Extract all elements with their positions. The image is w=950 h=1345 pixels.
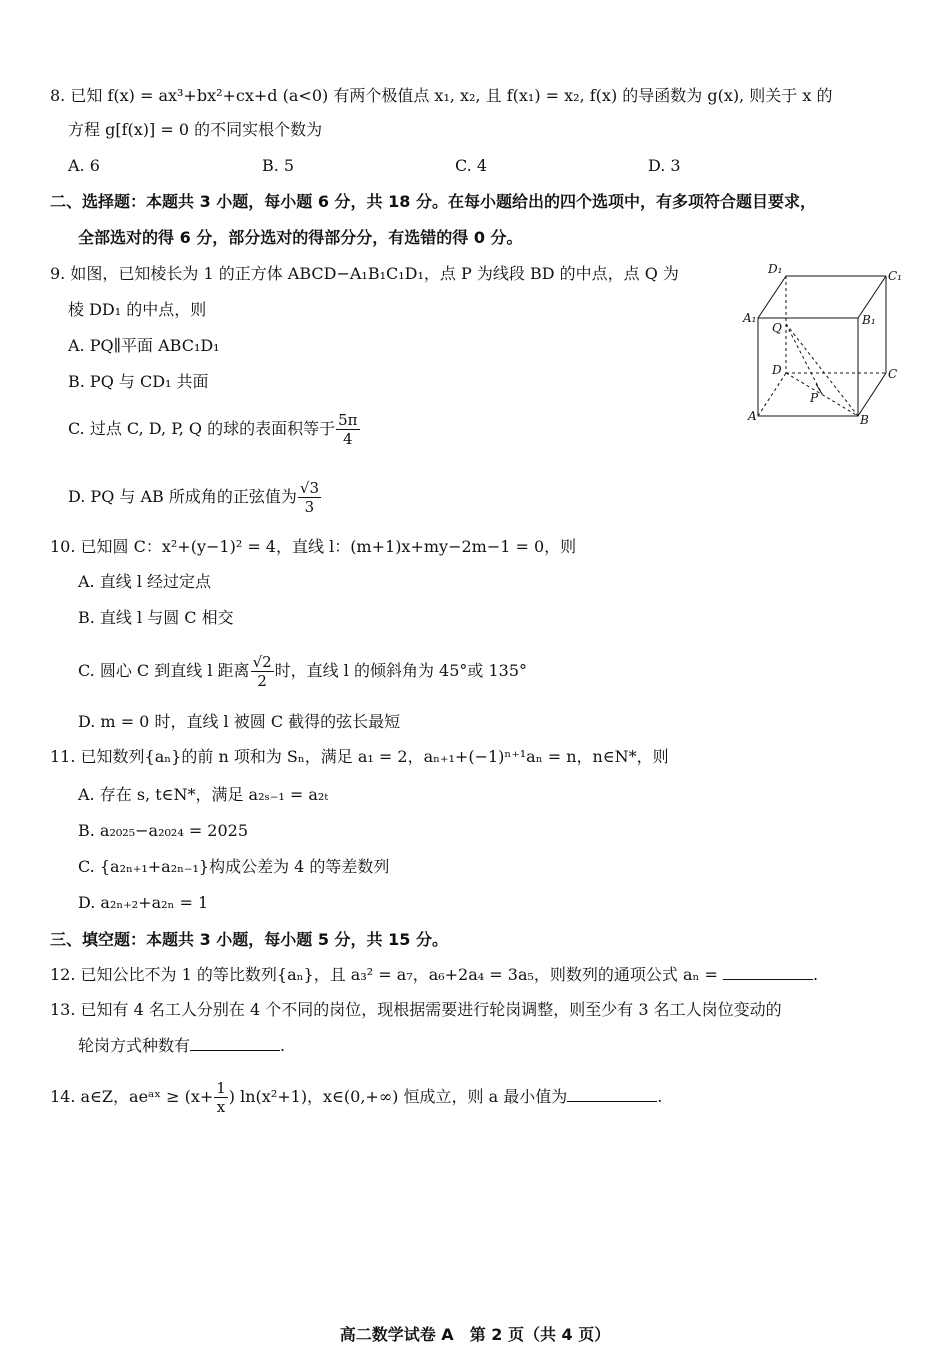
q9-line1: 9. 如图，已知棱长为 1 的正方体 ABCD−A₁B₁C₁D₁，点 P 为线段 BD 的中点，点 Q 为 — [50, 264, 679, 283]
segment-qb — [786, 324, 858, 416]
cube-edge-bc — [858, 373, 886, 416]
q14-fraction — [214, 1079, 228, 1116]
q8-option-d: D. 3 — [648, 156, 681, 175]
label-b: B — [860, 413, 869, 427]
q9-option-d-text: D. PQ 与 AB 所成角的正弦值为 — [68, 487, 297, 506]
q12-line — [50, 963, 818, 987]
q14-post: ) ln(x²+1)，x∈(0,+∞) 恒成立，则 a 最小值为 — [228, 1087, 568, 1106]
q13-line2 — [78, 1034, 285, 1058]
q8-line1: 8. 已知 f(x) = ax³+bx²+cx+d (a<0) 有两个极值点 x₁, x₂, 且 f(x₁) = x₂, f(x) 的导函数为 g(x), 则关于 x 的 — [50, 86, 833, 105]
q9-option-d — [68, 472, 322, 522]
q10-option-c-numerator: √2 — [252, 653, 272, 671]
q14-pre: 14. a∈Z，aeᵃˣ ≥ (x+ — [50, 1087, 214, 1106]
q8-option-a: A. 6 — [68, 156, 100, 175]
cube-figure — [738, 258, 908, 428]
q14-denominator: x — [216, 1098, 226, 1116]
cube-edge-a1d1 — [758, 276, 786, 318]
label-c: C — [888, 367, 898, 381]
section2-heading-line2: 全部选对的得 6 分，部分选对的得部分分，有选错的得 0 分。 — [78, 228, 523, 247]
q9-option-c-numerator: 5π — [338, 411, 358, 429]
q14-line — [50, 1072, 662, 1122]
q11-option-a: A. 存在 s, t∈N*，满足 a₂ₛ₋₁ = a₂ₜ — [78, 785, 329, 804]
q9-option-c-fraction — [336, 411, 359, 448]
q13-line1: 13. 已知有 4 名工人分别在 4 个不同的岗位，现根据需要进行轮岗调整，则至少有 3 名工人岗位变动的 — [50, 1000, 782, 1019]
q11-option-b: B. a₂₀₂₅−a₂₀₂₄ = 2025 — [78, 821, 249, 840]
q14-answer-blank[interactable] — [567, 1085, 657, 1102]
q11-option-c: C. {a₂ₙ₊₁+a₂ₙ₋₁}构成公差为 4 的等差数列 — [78, 857, 390, 876]
q10-option-c-denominator: 2 — [257, 672, 267, 690]
label-c1: C₁ — [888, 269, 902, 283]
page-footer: 高二数学试卷 A 第 2 页（共 4 页） — [339, 1325, 611, 1344]
q9-option-d-denominator: 3 — [304, 498, 315, 516]
segment-bd — [786, 373, 858, 416]
q10-option-c-post: 时，直线 l 的倾斜角为 45°或 135° — [274, 661, 528, 680]
q9-option-c — [68, 404, 361, 454]
q11-option-d: D. a₂ₙ₊₂+a₂ₙ = 1 — [78, 893, 209, 912]
q9-option-d-numerator: √3 — [299, 479, 319, 497]
label-a: A — [748, 409, 757, 423]
q12-text: 12. 已知公比不为 1 的等比数列{aₙ}，且 a₃² = a₇，a₆+2a₄ = 3a₅，则数列的通项公式 aₙ = — [50, 965, 718, 984]
q12-answer-blank[interactable] — [723, 963, 813, 980]
q8-line2: 方程 g[f(x)] = 0 的不同实根个数为 — [68, 120, 323, 139]
q9-option-b: B. PQ 与 CD₁ 共面 — [68, 372, 209, 391]
q10-option-d: D. m = 0 时，直线 l 被圆 C 截得的弦长最短 — [78, 712, 401, 731]
q14-end: . — [657, 1087, 663, 1106]
q8-option-b: B. 5 — [262, 156, 295, 175]
q8-option-c: C. 4 — [455, 156, 488, 175]
q10-option-a: A. 直线 l 经过定点 — [78, 572, 212, 591]
q13-end: . — [280, 1036, 286, 1055]
label-b1: B₁ — [862, 313, 876, 327]
q9-option-c-denominator: 4 — [343, 430, 353, 448]
q13-answer-blank[interactable] — [190, 1034, 280, 1051]
q12-end: . — [813, 965, 819, 984]
q11-line1: 11. 已知数列{aₙ}的前 n 项和为 Sₙ，满足 a₁ = 2，aₙ₊₁+(−1)ⁿ⁺¹aₙ = n，n∈N*，则 — [50, 747, 669, 766]
q9-line2: 棱 DD₁ 的中点，则 — [68, 300, 207, 319]
q10-option-c-pre: C. 圆心 C 到直线 l 距离 — [78, 661, 250, 680]
q9-option-d-fraction — [298, 479, 321, 516]
q10-option-c — [78, 646, 527, 696]
cube-edge-b1c1 — [858, 276, 886, 318]
q9-option-c-text: C. 过点 C, D, P, Q 的球的表面积等于 — [68, 419, 336, 438]
q9-option-a: A. PQ∥平面 ABC₁D₁ — [68, 336, 220, 355]
q10-option-c-fraction — [251, 653, 274, 690]
q13-text: 轮岗方式种数有 — [78, 1036, 191, 1055]
label-d: D — [772, 363, 782, 377]
q10-line1: 10. 已知圆 C：x²+(y−1)² = 4，直线 l：(m+1)x+my−2m−1 = 0，则 — [50, 537, 577, 556]
section3-heading: 三、填空题：本题共 3 小题，每小题 5 分，共 15 分。 — [50, 930, 448, 949]
label-p: P — [810, 391, 819, 405]
label-q: Q — [772, 321, 782, 335]
section2-heading-line1: 二、选择题：本题共 3 小题，每小题 6 分，共 18 分。在每小题给出的四个选项中，有多项符合题目要求， — [50, 192, 816, 211]
cube-edge-ad — [758, 373, 786, 416]
label-d1: D₁ — [768, 262, 783, 276]
label-a1: A₁ — [743, 311, 757, 325]
q14-numerator: 1 — [216, 1079, 226, 1097]
q10-option-b: B. 直线 l 与圆 C 相交 — [78, 608, 234, 627]
